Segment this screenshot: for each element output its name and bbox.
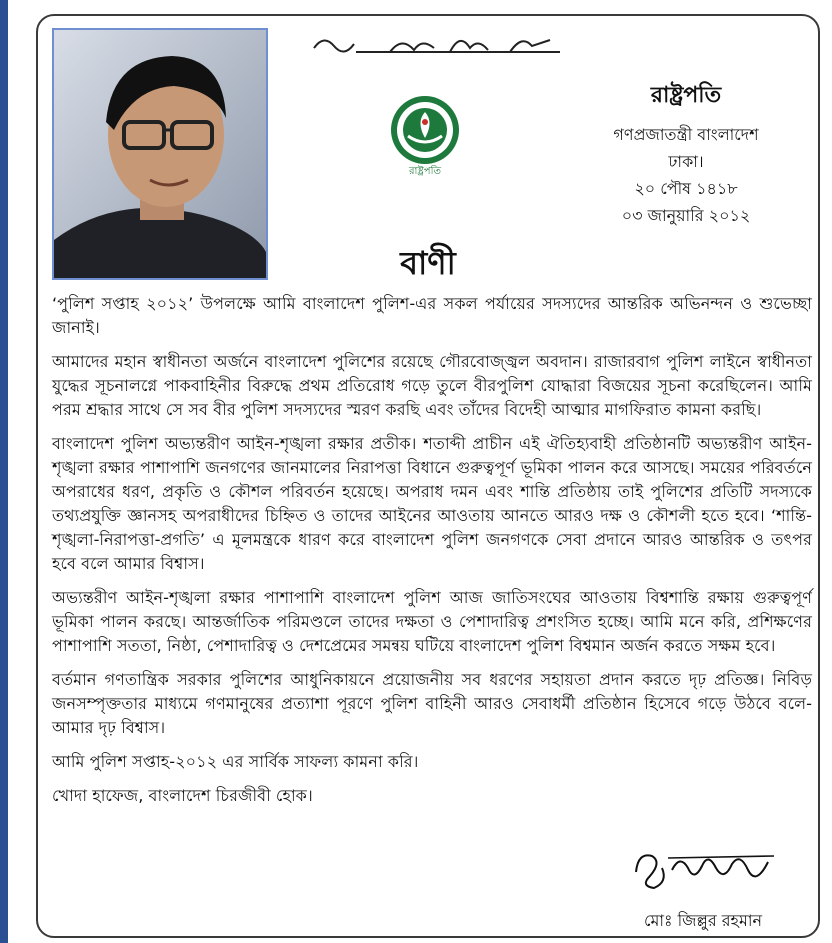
message-body: [52, 292, 812, 818]
state-emblem-icon: [384, 92, 466, 176]
paragraph: ‘পুলিশ সপ্তাহ ২০১২’ উপলক্ষে আমি বাংলাদেশ পুলিশ-এর সকল পর্যায়ের সদস্যদের আন্তরিক অভিনন্দন ও শুভেচ্ছা জানাই।: [52, 294, 812, 337]
emblem-caption: রাষ্ট্রপতি: [409, 166, 441, 176]
handwritten-signature: [628, 842, 778, 900]
office-header: [586, 78, 786, 229]
message-heading: বাণী: [400, 244, 456, 282]
left-border-strip: [0, 0, 8, 943]
president-portrait: [52, 28, 268, 280]
office-title: রাষ্ট্রপতি: [650, 83, 722, 108]
paragraph: বাংলাদেশ পুলিশ অভ্যন্তরীণ আইন-শৃঙ্খলা রক্ষার প্রতীক। শতাব্দী প্রাচীন এই ঐতিহ্যবাহী প্রতিষ্ঠানটি অভ্যন্তরীণ আইন-শৃঙ্খলা রক্ষার পাশাপাশি জনগণের জানমালের নিরাপত্তা বিধানে গুরুত্বপূর্ণ ভূমিকা পালন করে আসছে। সময়ের পরিবর্তনে অপরাধের ধরণ, প্রকৃতি ও কৌশল পরিবর্তন হয়েছে। অপরাধ দমন এবং শান্তি প্রতিষ্ঠায় তাই পুলিশের প্রতিটি সদস্যকে তথ্যপ্রযুক্তি জ্ঞানসহ অপরাধীদের চিহ্নিত ও তাদের আইনের আওতায় আনতে আরও দক্ষ ও কৌশলী হতে হবে। ‘শান্তি-শৃঙ্খলা-নিরাপত্তা-প্রগতি’ এ মূলমন্ত্রকে ধারণ করে বাংলাদেশ পুলিশ জনগণকে সেবা প্রদানে আরও আন্তরিক ও তৎপর হবে বলে আমার বিশ্বাস।: [52, 434, 812, 573]
paragraph: অভ্যন্তরীণ আইন-শৃঙ্খলা রক্ষার পাশাপাশি বাংলাদেশ পুলিশ আজ জাতিসংঘের আওতায় বিশ্বশান্তি রক্ষায় গুরুত্বপূর্ণ ভূমিকা পালন করছে। আন্তর্জাতিক পরিমণ্ডলে তাদের দক্ষতা ও পেশাদারিত্ব প্রশংসিত হচ্ছে। আমি মনে করি, প্রশিক্ষণের পাশাপাশি সততা, নিষ্ঠা, পেশাদারিত্ব ও দেশপ্রেমের সমন্বয় ঘটিয়ে বাংলাদেশ পুলিশ বিশ্বমান অর্জন করতে সক্ষম হবে।: [52, 588, 812, 655]
date-gregorian: ০৩ জানুয়ারি ২০১২: [621, 206, 751, 225]
paragraph: বর্তমান গণতান্ত্রিক সরকার পুলিশের আধুনিকায়নে প্রয়োজনীয় সব ধরণের সহায়তা প্রদান করতে দৃঢ় প্রতিজ্ঞ। নিবিড় জনসম্পৃক্ততার মাধ্যমে গণমানুষের প্রত্যাশা পূরণে পুলিশ বাহিনী আরও সেবাধর্মী প্রতিষ্ঠান হিসেবে গড়ে উঠবে বলে-আমার দৃঢ় বিশ্বাস।: [52, 670, 812, 737]
paragraph: খোদা হাফেজ, বাংলাদেশ চিরজীবী হোক।: [52, 786, 313, 805]
signatory-name: মোঃ জিল্লুর রহমান: [643, 911, 763, 930]
paragraph: আমাদের মহান স্বাধীনতা অর্জনে বাংলাদেশ পুলিশের রয়েছে গৌরবোজ্জ্বল অবদান। রাজারবাগ পুলিশ লাইনে স্বাধীনতা যুদ্ধের সূচনালগ্নে পাকবাহিনীর বিরুদ্ধে প্রথম প্রতিরোধ গড়ে তুলে বীরপুলিশ যোদ্ধারা বিজয়ের সূচনা করেছিলেন। আমি পরম শ্রদ্ধার সাথে সে সব বীর পুলিশ সদস্যদের স্মরণ করছি এবং তাঁদের বিদেহী আত্মার মাগফিরাত কামনা করছি।: [52, 352, 812, 419]
calligraphy-decoration: [310, 30, 572, 60]
paragraph: আমি পুলিশ সপ্তাহ-২০১২ এর সার্বিক সাফল্য কামনা করি।: [52, 752, 419, 771]
date-bengali: ২০ পৌষ ১৪১৮: [634, 179, 738, 198]
country-name: গণপ্রজাতন্ত্রী বাংলাদেশ: [613, 125, 759, 144]
city-name: ঢাকা।: [668, 152, 704, 171]
